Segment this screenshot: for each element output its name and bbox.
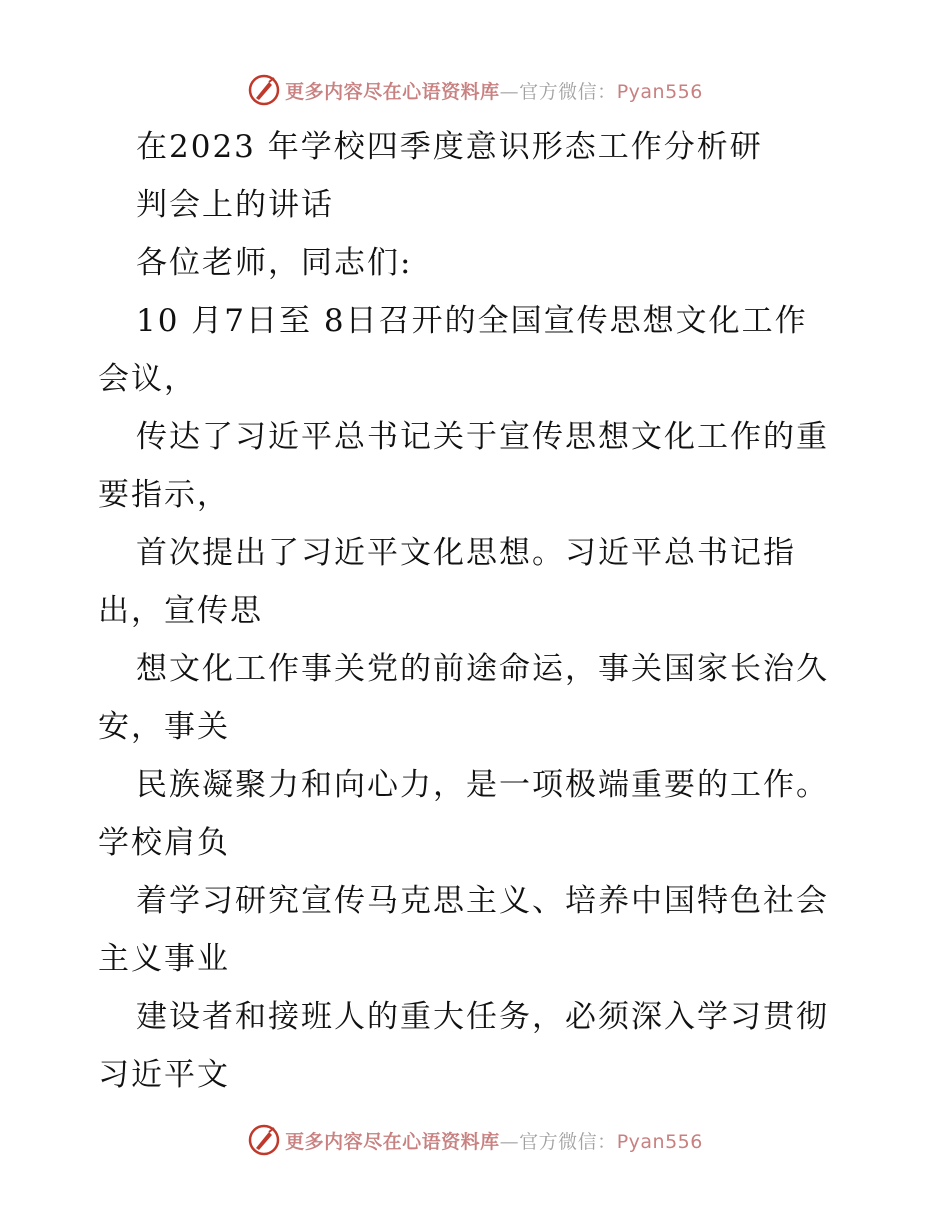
watermark-banner-bottom bbox=[0, 1120, 950, 1160]
document-line: 10 月7日至 8日召开的全国宣传思想文化工作 bbox=[136, 303, 808, 339]
watermark-text: 更多内容尽在心语资料库—官方微信：Pyan556 bbox=[285, 80, 703, 103]
document-line: 首次提出了习近平文化思想。习近平总书记指 bbox=[136, 535, 796, 571]
document-line: 想文化工作事关党的前途命运，事关国家长治久 bbox=[136, 651, 829, 687]
document-line: 传达了习近平总书记关于宣传思想文化工作的重 bbox=[136, 419, 829, 455]
document-body bbox=[98, 118, 858, 1104]
quill-logo-icon bbox=[247, 1123, 281, 1157]
document-line: 主义事业 bbox=[98, 941, 230, 977]
document-line: 建设者和接班人的重大任务，必须深入学习贯彻 bbox=[136, 999, 829, 1035]
document-line: 安，事关 bbox=[98, 709, 230, 745]
document-line: 民族凝聚力和向心力，是一项极端重要的工作。 bbox=[136, 767, 829, 803]
quill-logo-icon bbox=[247, 73, 281, 107]
document-line: 习近平文 bbox=[98, 1057, 230, 1093]
document-line: 各位老师，同志们: bbox=[136, 245, 413, 281]
document-line: 要指示， bbox=[98, 477, 230, 513]
document-line: 判会上的讲话 bbox=[136, 187, 334, 223]
document-line: 出，宣传思 bbox=[98, 593, 263, 629]
watermark-text: 更多内容尽在心语资料库—官方微信：Pyan556 bbox=[285, 1130, 703, 1153]
document-line: 在2023 年学校四季度意识形态工作分析研 bbox=[136, 129, 763, 165]
document-line: 会议， bbox=[98, 361, 197, 397]
watermark-banner-top bbox=[0, 70, 950, 110]
document-line: 学校肩负 bbox=[98, 825, 230, 861]
document-line: 着学习研究宣传马克思主义、培养中国特色社会 bbox=[136, 883, 829, 919]
